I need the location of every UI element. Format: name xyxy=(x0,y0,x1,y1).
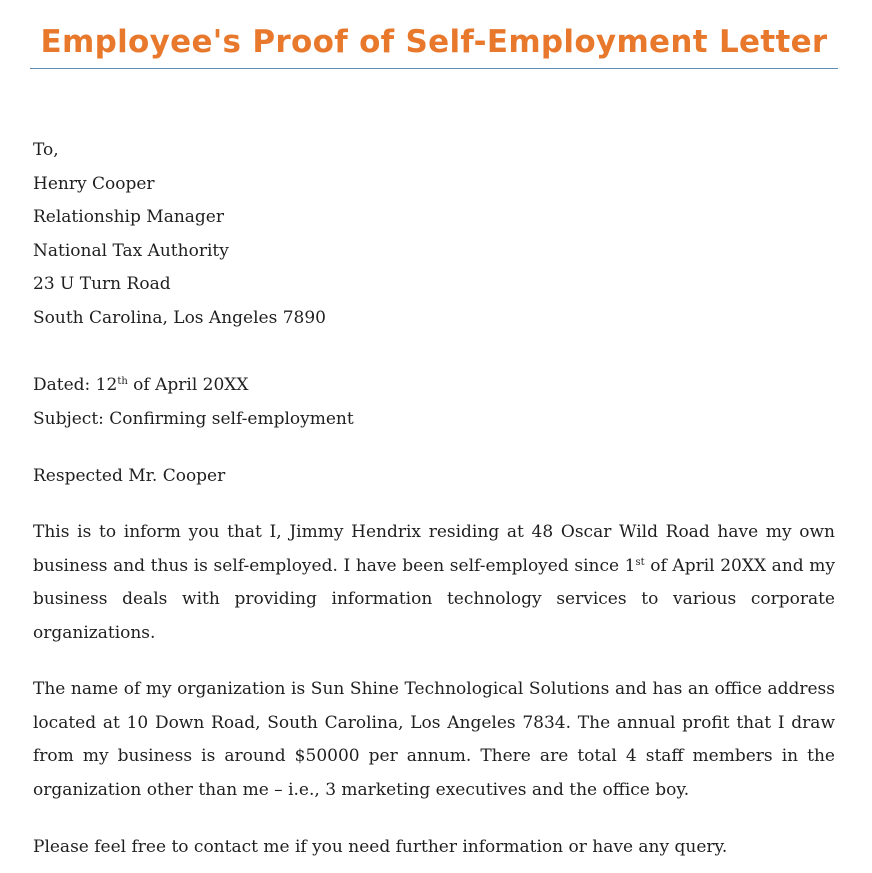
recipient-address xyxy=(33,134,835,335)
paragraph-1 xyxy=(33,516,835,650)
subject-line: Subject: Confirming self-employment xyxy=(33,408,354,429)
recipient-street: 23 U Turn Road xyxy=(33,274,171,294)
dated-label: Dated: 12 xyxy=(33,375,118,395)
dated-suffix: th xyxy=(117,376,128,387)
date-subject-block xyxy=(33,369,835,436)
paragraph-1-suffix: st xyxy=(635,556,645,568)
to-line: To, xyxy=(33,140,59,160)
paragraph-1-part2: of April 20XX and my business deals with providing information technology services to various corporate organizations. xyxy=(33,555,836,643)
paragraph-1-part1: This is to inform you that I, Jimmy Hendrix residing at 48 Oscar Wild Road have my own business and thus is self-employed. I have been self-employed since 1 xyxy=(33,522,835,576)
greeting: Respected Mr. Cooper xyxy=(33,466,226,486)
recipient-organization: National Tax Authority xyxy=(33,240,229,261)
greeting-block xyxy=(33,460,835,494)
recipient-position: Relationship Manager xyxy=(33,207,224,227)
dated-line xyxy=(33,369,835,403)
paragraph-2: The name of my organization is Sun Shine Technological Solutions and has an office address located at 10 Down Road, South Carolina, Los Angeles 7834. The annual profit that I draw from my business is around $50000 per annum. There are total 4 staff members in the organization other than me – i.e., 3 marketing executives and the office boy. xyxy=(33,679,835,800)
recipient-name: Henry Cooper xyxy=(33,173,155,194)
title-divider xyxy=(30,68,838,69)
dated-rest: of April 20XX xyxy=(127,375,249,395)
paragraph-3: Please feel free to contact me if you need further information or have any query. xyxy=(33,837,728,857)
letter-title: Employee's Proof of Self-Employment Letter xyxy=(40,24,828,60)
recipient-city: South Carolina, Los Angeles 7890 xyxy=(33,307,326,328)
